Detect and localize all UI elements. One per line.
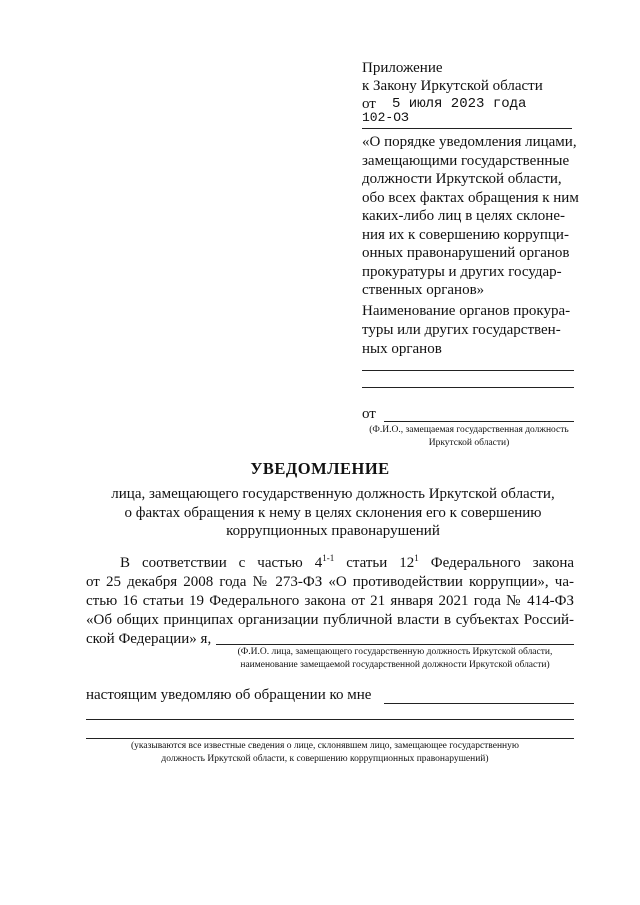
appendix-date-prefix: от	[362, 96, 376, 112]
addressee-line: Наименование органов прокура-	[362, 303, 571, 319]
final-caption	[40, 740, 610, 766]
law-title-line: должности Иркутской области,	[362, 171, 562, 187]
notice-heading: УВЕДОМЛЕНИЕ	[250, 459, 390, 478]
name-fill-line	[216, 644, 574, 645]
name-caption-line: наименование замещаемой государственной должности Иркутской области)	[240, 659, 550, 670]
law-title-line: «О порядке уведомления лицами,	[362, 134, 577, 150]
appendix-number-value: 102-ОЗ	[362, 110, 409, 125]
notice-subtitle-line: коррупционных правонарушений	[226, 523, 440, 539]
from-label: от	[362, 406, 376, 422]
from-caption	[362, 424, 576, 450]
final-caption-line: (указываются все известные сведения о лице, склонявшем лицо, замещающее государственную	[131, 741, 519, 751]
body-line-5: ской Федерации» я,	[86, 631, 212, 647]
appendix-line-2: к Закону Иркутской области	[362, 78, 543, 94]
name-caption	[200, 646, 590, 671]
law-title-line: онных правонарушений органов	[362, 245, 570, 261]
law-title	[362, 133, 579, 300]
notice-subtitle-line: лица, замещающего государственную должность Иркутской области,	[111, 486, 555, 502]
notify-fill-line-3	[86, 738, 574, 739]
body-line-1	[120, 554, 574, 573]
law-title-line: ственных органов»	[362, 282, 485, 298]
addressee-line: туры или других государствен-	[362, 322, 561, 338]
addressee-fill-line-2	[362, 387, 574, 388]
body-superscript: 1	[414, 553, 419, 563]
notify-fill-line-2	[86, 719, 574, 720]
body-superscript: 1-1	[322, 553, 335, 563]
notify-fill-line-1	[384, 703, 574, 704]
appendix-date-value: 5 июля 2023 года	[392, 96, 527, 112]
from-caption-line: Иркутской области)	[428, 438, 510, 448]
body-line-4: «Об общих принципах организации публичной власти в субъектах Россий-	[86, 612, 574, 628]
body-line-2: от 25 декабря 2008 года № 273-ФЗ «О противодействии коррупции», ча-	[86, 574, 574, 590]
name-caption-line: (Ф.И.О. лица, замещающего государственную должность Иркутской области,	[237, 647, 553, 657]
from-caption-line: (Ф.И.О., замещаемая государственная должность	[369, 425, 569, 435]
appendix-line-1: Приложение	[362, 60, 443, 76]
notice-subtitle	[60, 485, 606, 541]
appendix-divider	[362, 128, 572, 129]
addressee-line: ных органов	[362, 341, 442, 357]
notice-subtitle-line: о фактах обращения к нему в целях склонения его к совершению	[124, 504, 542, 521]
addressee-fill-line-1	[362, 370, 574, 371]
law-title-line: прокуратуры и других государ-	[362, 263, 562, 280]
body-text: Федерального закона	[430, 555, 575, 571]
law-title-line: ния их к совершению коррупци-	[362, 226, 569, 243]
addressee-block	[362, 302, 570, 359]
law-title-line: каких-либо лиц в целях склоне-	[362, 208, 565, 224]
law-title-line: замещающими государственные	[362, 152, 570, 169]
final-caption-line: должность Иркутской области, к совершению коррупционных правонарушений)	[161, 754, 489, 764]
notify-text: настоящим уведомляю об обращении ко мне	[86, 687, 372, 703]
law-title-line: обо всех фактах обращения к ним	[362, 189, 579, 206]
from-fill-line	[384, 421, 574, 422]
body-line-3: стью 16 статьи 19 Федерального закона от 21 января 2021 года № 414-ФЗ	[86, 593, 574, 609]
body-text: В соответствии с частью 4	[120, 555, 323, 571]
body-text: статьи 12	[346, 555, 415, 571]
